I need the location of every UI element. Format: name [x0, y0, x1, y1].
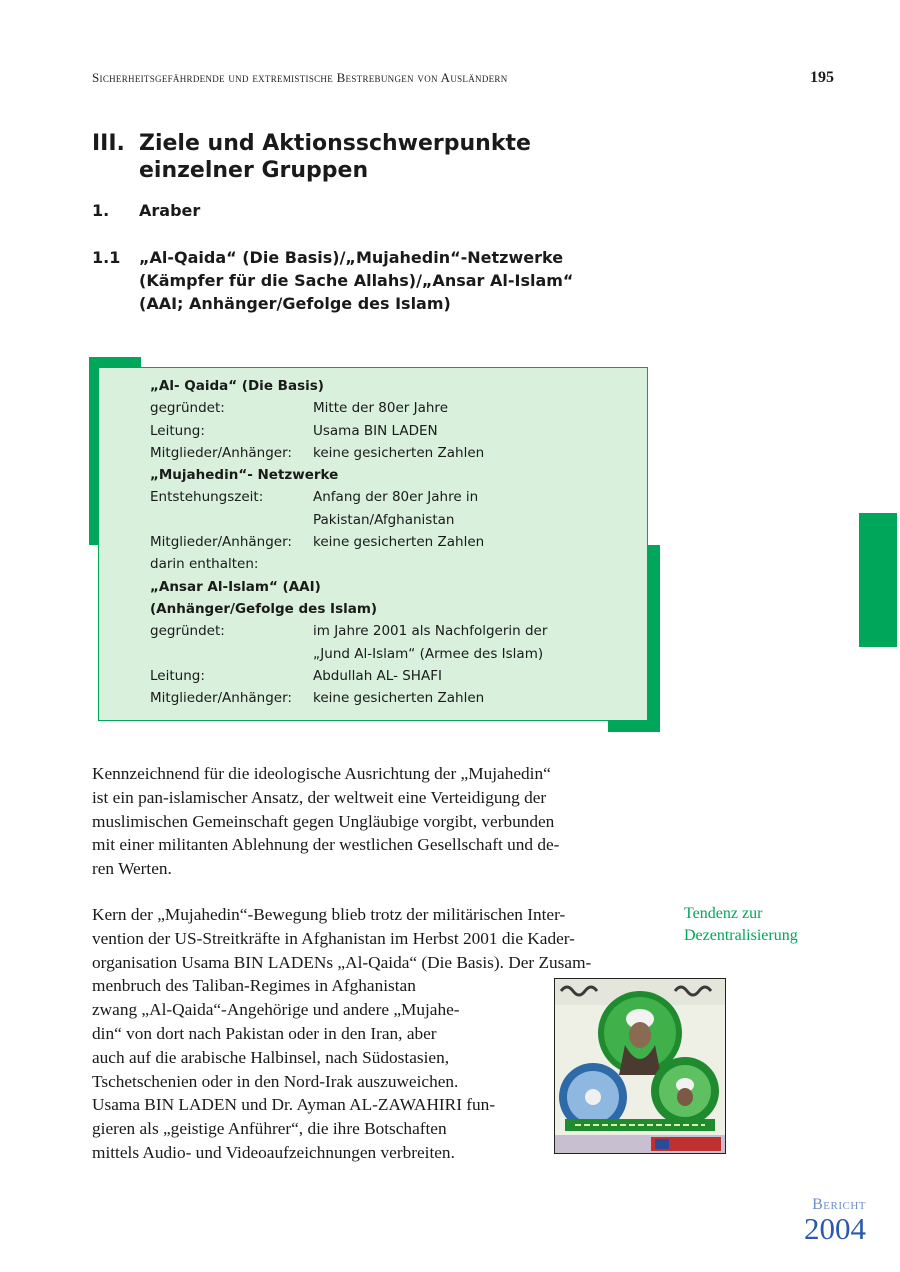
text-line: Usama BIN LADEN und Dr. Ayman AL-ZAWAHIRI fun- — [92, 1095, 496, 1115]
heading-line: einzelner Gruppen — [139, 158, 369, 183]
propaganda-image-graphic — [555, 979, 725, 1153]
info-value: Usama BIN LADEN — [313, 422, 438, 439]
info-label: Mitglieder/Anhänger: — [150, 444, 292, 461]
text-line: organisation Usama BIN LADENs „Al-Qaida“ (Die Basis). Der Zusam- — [92, 952, 592, 972]
text-line: auch auf die arabische Halbinsel, nach Südostasien, — [92, 1047, 450, 1067]
heading-line: (AAI; Anhänger/Gefolge des Islam) — [139, 294, 451, 313]
margin-note — [684, 903, 798, 947]
heading-text: Araber — [139, 201, 201, 220]
report-mark — [790, 1196, 866, 1244]
organization-info-box — [98, 367, 648, 721]
info-value: „Jund Al-Islam“ (Armee des Islam) — [313, 645, 544, 662]
page-number: 195 — [810, 69, 834, 86]
info-value: Pakistan/Afghanistan — [313, 511, 455, 528]
info-label: (Anhänger/Gefolge des Islam) — [150, 600, 378, 617]
chapter-tab-marker — [859, 513, 897, 647]
info-label: gegründet: — [150, 623, 225, 640]
paragraph-core-movement — [92, 903, 591, 1165]
heading-line: „Al-Qaida“ (Die Basis)/„Mujahedin“-Netzwerke — [139, 248, 564, 267]
info-label: Leitung: — [150, 667, 205, 684]
info-value: im Jahre 2001 als Nachfolgerin der — [313, 623, 548, 640]
info-label: Mitglieder/Anhänger: — [150, 690, 292, 707]
info-value: keine gesicherten Zahlen — [313, 690, 485, 707]
info-label: Entstehungszeit: — [150, 489, 264, 506]
text-line: din“ von dort nach Pakistan oder in den Iran, aber — [92, 1023, 437, 1043]
running-head: Sicherheitsgefährdende und extremistische Bestrebungen von Ausländern — [92, 70, 508, 85]
info-label: „Al- Qaida“ (Die Basis) — [150, 378, 324, 394]
text-line: ist ein pan-islamischer Ansatz, der weltweit eine Verteidigung der — [92, 787, 547, 807]
heading-line: Ziele und Aktionsschwerpunkte — [139, 131, 531, 156]
text-line: Kennzeichnend für die ideologische Ausrichtung der „Mujahedin“ — [92, 764, 551, 783]
info-value: Anfang der 80er Jahre in — [313, 489, 479, 506]
text-line: menbruch des Taliban-Regimes in Afghanistan — [92, 976, 416, 996]
info-value: keine gesicherten Zahlen — [313, 444, 485, 461]
propaganda-image — [554, 978, 726, 1154]
text-line: ren Werten. — [92, 859, 172, 879]
heading-number: 1. — [92, 201, 110, 220]
text-line: muslimischen Gemeinschaft gegen Ungläubige vorgibt, verbunden — [92, 811, 555, 831]
text-line: vention der US-Streitkräfte in Afghanistan im Herbst 2001 die Kader- — [92, 928, 575, 948]
info-label: Mitglieder/Anhänger: — [150, 534, 292, 551]
info-label: gegründet: — [150, 400, 225, 417]
text-line: zwang „Al-Qaida“-Angehörige und andere „Mujahe- — [92, 1000, 460, 1020]
text-line: Kern der „Mujahedin“-Bewegung blieb trotz der militärischen Inter- — [92, 905, 566, 924]
info-label: „Ansar Al-Islam“ (AAI) — [150, 578, 321, 595]
report-word: Bericht — [812, 1196, 866, 1213]
paragraph-ideology — [92, 762, 559, 881]
info-value: keine gesicherten Zahlen — [313, 534, 485, 551]
heading-line: (Kämpfer für die Sache Allahs)/„Ansar Al-Islam“ — [139, 271, 574, 290]
info-label: Leitung: — [150, 422, 205, 439]
info-label: „Mujahedin“- Netzwerke — [150, 467, 339, 484]
report-year: 2004 — [804, 1211, 866, 1246]
heading-number: III. — [92, 131, 125, 156]
text-line: mittels Audio- und Videoaufzeichnungen verbreiten. — [92, 1142, 455, 1162]
text-line: gieren als „geistige Anführer“, die ihre Botschaften — [92, 1119, 447, 1139]
heading-text — [139, 130, 531, 184]
info-value: Abdullah AL- SHAFI — [313, 667, 442, 684]
margin-note-line: Tendenz zur — [684, 905, 763, 922]
heading-number: 1.1 — [92, 248, 121, 267]
text-line: mit einer militanten Ablehnung der westlichen Gesellschaft und de- — [92, 835, 560, 855]
info-label: darin enthalten: — [150, 556, 259, 573]
heading-text — [139, 246, 573, 315]
text-line: Tschetschenien oder in den Nord-Irak auszuweichen. — [92, 1071, 459, 1091]
info-value: Mitte der 80er Jahre — [313, 400, 448, 417]
margin-note-line: Dezentralisierung — [684, 927, 798, 944]
